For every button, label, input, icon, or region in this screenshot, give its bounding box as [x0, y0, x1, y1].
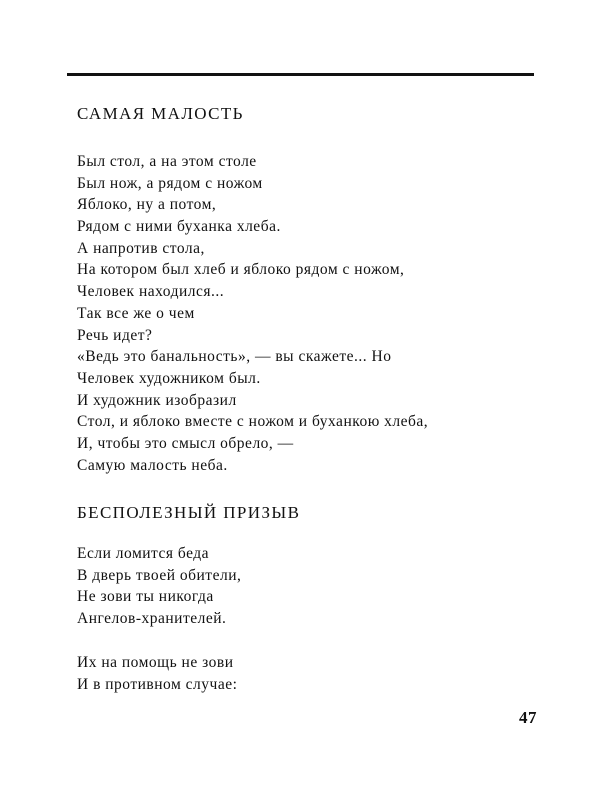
poem-line: Самую малость неба. — [77, 456, 228, 474]
poem-line: Человек находился... — [77, 283, 225, 301]
poem-line: Если ломится беда — [77, 545, 210, 562]
poem-line: Был нож, а рядом с ножом — [77, 174, 263, 192]
poem-line: Так все же о чем — [77, 304, 195, 322]
poem-line: «Ведь это банальность», — вы скажете... Но — [77, 348, 392, 366]
page-number: 47 — [519, 708, 537, 727]
poem-line: И, чтобы это смысл обрело, — — [77, 434, 294, 452]
poem-line: Стол, и яблоко вместе с ножом и буханкою хлеба, — [77, 413, 429, 431]
poem-line: И в противном случае: — [77, 675, 238, 693]
poem-line: Человек художником был. — [77, 369, 261, 387]
poem-title-samaya-malost: САМАЯ МАЛОСТЬ — [77, 104, 244, 123]
poem-line: Ангелов-хранителей. — [77, 610, 227, 628]
poem-line: И художник изобразил — [77, 391, 237, 409]
poem-line: Рядом с ними буханка хлеба. — [77, 218, 281, 236]
top-rule — [67, 73, 534, 76]
poem-line: Речь идет? — [77, 326, 153, 344]
poem-line: Не зови ты никогда — [77, 588, 214, 606]
poem-title-bespoleznyi-prizyv: БЕСПОЛЕЗНЫЙ ПРИЗЫВ — [77, 503, 301, 522]
poem-line: На котором был хлеб и яблоко рядом с ножом, — [77, 261, 405, 279]
poem-line: Яблоко, ну а потом, — [77, 196, 217, 214]
poem-line: В дверь твоей обители, — [77, 566, 242, 584]
poem-body-samaya-malost — [77, 151, 428, 476]
poem-line: А напротив стола, — [77, 239, 205, 257]
poem-stanza-1 — [77, 543, 241, 630]
poem-line: Их на помощь не зови — [77, 654, 234, 671]
poem-stanza-2 — [77, 652, 237, 695]
poem-line: Был стол, а на этом столе — [77, 153, 257, 170]
